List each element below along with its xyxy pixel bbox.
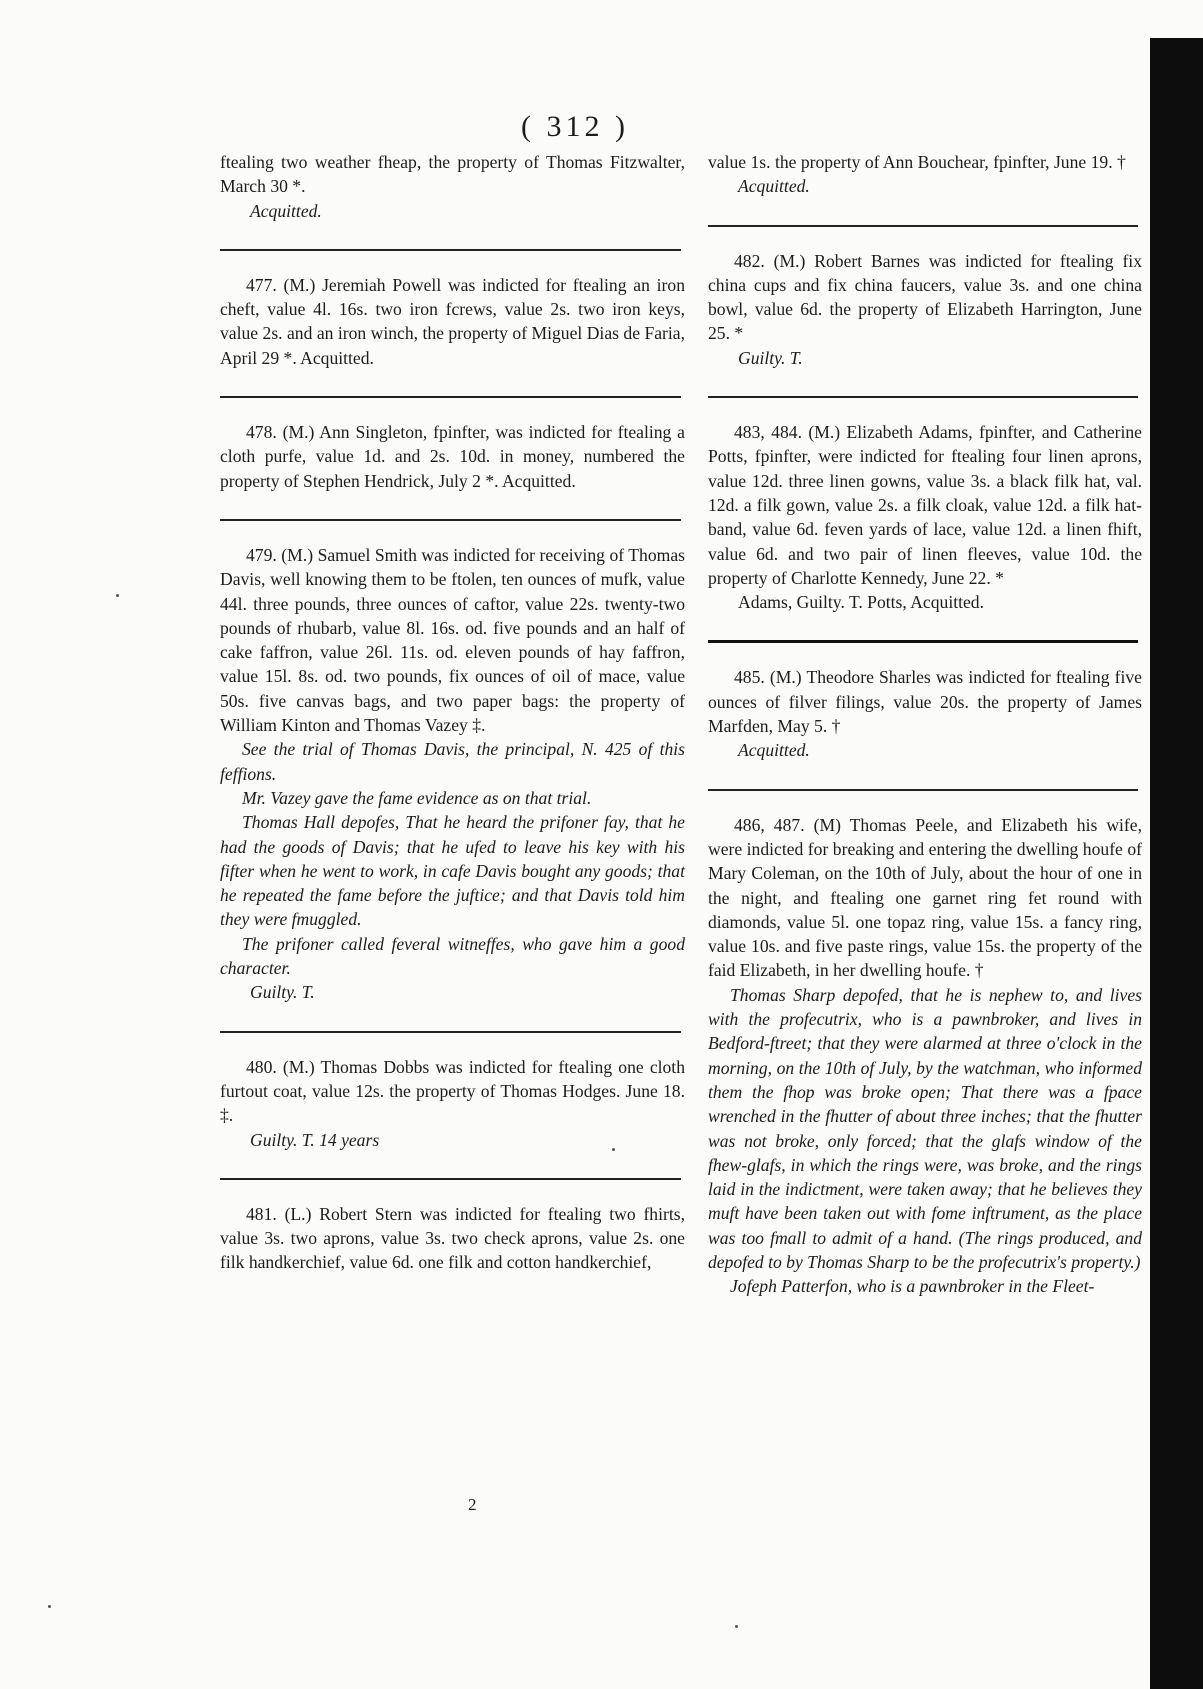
verdict-line: Acquitted. — [250, 200, 322, 221]
rule-separator — [708, 225, 1138, 227]
page-number: ( 312 ) — [521, 110, 629, 143]
ink-speck — [116, 594, 119, 597]
continued-text: value 1s. the property of Ann Bouchear, fpinfter, June 19. † — [708, 152, 1126, 172]
testimony-paragraph: Mr. Vazey gave the fame evidence as on that trial. — [242, 787, 592, 808]
testimony-paragraph: The prifoner called feveral witneffes, who gave him a good character. — [220, 933, 685, 979]
testimony-paragraph: Thomas Sharp depofed, that he is nephew to, and lives with the profecutrix, who is a pawnbroker, and lives in Bedford-ftreet; that they were alarmed at three o'clock in the morning, on the 10th of July, by the watchman, who informed them the fhop was broke open; That there was a fpace wrenched in the fhutter of about three inches; that the fhutter was not broke, only forced; that the glafs window of the fhew-glafs, in which the rings were, was broke, and the rings laid in the indictment, were taken away; that he believes they muft have been taken out with fome inftrument, as the place was too fmall to admit of a hand. (The rings produced, and depofed to by Thomas Sharp to be the profecutrix's property.) — [708, 984, 1142, 1272]
trial-entry: 482. (M.) Robert Barnes was indicted for ftealing fix china cups and fix china faucers, value 3s. and one china bowl, value 6d. the property of Elizabeth Harrington, June 25. * — [708, 250, 1142, 344]
trial-entry: 485. (M.) Theodore Sharles was indicted for ftealing five ounces of filver filings, value 20s. the property of James Marfden, May 5. † — [708, 667, 1142, 737]
verdict-line: Guilty. T. — [738, 347, 803, 368]
trial-entry: 486, 487. (M) Thomas Peele, and Elizabeth his wife, were indicted for breaking and entering the dwelling houfe of Mary Coleman, on the 10th of July, about the hour of one in the night, and ftealing one garnet ring fet round with diamonds, value 5l. one topaz ring, value 15s. a fancy ring, value 10s. and five paste rings, value 15s. the property of the faid Elizabeth, in her dwelling houfe. † — [708, 814, 1142, 981]
verdict-line: Acquitted. — [738, 740, 810, 761]
verdict-line: Guilty. T. 14 years — [250, 1129, 380, 1150]
ink-speck — [735, 1625, 738, 1628]
trial-entry: 479. (M.) Samuel Smith was indicted for receiving of Thomas Davis, well knowing them to be ftolen, ten ounces of mufk, value 44l. three pounds, three ounces of caftor, value 22s. twenty-two pounds of rhubarb, value 8l. 16s. od. five pounds and an half of cake faffron, value 26l. 11s. od. eleven pounds of hay faffron, value 15l. 8s. od. two pounds, fix ounces of oil of mace, value 50s. five canvas bags, and two paper bags: the property of William Kinton and Thomas Vazey ‡. — [220, 544, 685, 736]
verdict-line: Adams, Guilty. T. Potts, Acquitted. — [738, 592, 984, 613]
rule-separator — [708, 640, 1138, 643]
signature-mark: 2 — [468, 1495, 477, 1514]
ink-speck — [612, 1148, 615, 1151]
right-column — [708, 150, 1142, 1299]
continued-text: ftealing two weather fheap, the property of Thomas Fitzwalter, March 30 *. — [220, 152, 685, 197]
rule-separator — [708, 396, 1138, 398]
trial-entry: 478. (M.) Ann Singleton, fpinfter, was indicted for ftealing a cloth purfe, value 1d. and 2s. 10d. in money, numbered the property of Stephen Hendrick, July 2 *. Acquitted. — [220, 422, 685, 491]
ink-speck — [48, 1605, 51, 1608]
trial-entry: 480. (M.) Thomas Dobbs was indicted for ftealing one cloth furtout coat, value 12s. the property of Thomas Hodges. June 18. ‡. — [220, 1056, 685, 1126]
rule-separator — [220, 1178, 681, 1180]
testimony-paragraph: Jofeph Patterfon, who is a pawnbroker in the Fleet- — [730, 1276, 1095, 1297]
verdict-line: Acquitted. — [738, 176, 810, 197]
trial-entry: 483, 484. (M.) Elizabeth Adams, fpinfter, and Catherine Potts, fpinfter, were indicted for ftealing four linen aprons, value 12d. three linen gowns, value 3s. a black filk hat, val. 12d. a filk gown, value 2s. a filk cloak, value 12d. a filk hat-band, value 6d. feven yards of lace, value 12d. a linen fhift, value 6d. and two pair of linen fleeves, value 10d. the property of Charlotte Kennedy, June 22. * — [708, 422, 1142, 588]
rule-separator — [220, 1031, 681, 1033]
rule-separator — [708, 789, 1138, 791]
trial-entry: 481. (L.) Robert Stern was indicted for ftealing two fhirts, value 3s. two aprons, value 3s. two check aprons, value 2s. one filk handkerchief, value 6d. one filk and cotton handkerchief, — [220, 1203, 685, 1273]
rule-separator — [220, 249, 681, 251]
rule-separator — [220, 519, 681, 521]
left-column — [220, 150, 685, 1275]
binding-edge — [1150, 38, 1203, 1689]
trial-entry: 477. (M.) Jeremiah Powell was indicted for ftealing an iron cheft, value 4l. 16s. two iron fcrews, value 2s. two iron keys, value 2s. and an iron winch, the property of Miguel Dias de Faria, April 29 *. Acquitted. — [220, 274, 685, 368]
testimony-paragraph: See the trial of Thomas Davis, the principal, N. 425 of this feffions. — [220, 739, 685, 784]
rule-separator — [220, 396, 681, 398]
testimony-paragraph: Thomas Hall depofes, That he heard the prifoner fay, that he had the goods of Davis; that he ufed to leave his key with his fifter when he went to work, in cafe Davis bought any goods; that he repeated the fame before the juftice; and that Davis told him they were fmuggled. — [220, 812, 685, 930]
verdict-line: Guilty. T. — [250, 982, 315, 1003]
